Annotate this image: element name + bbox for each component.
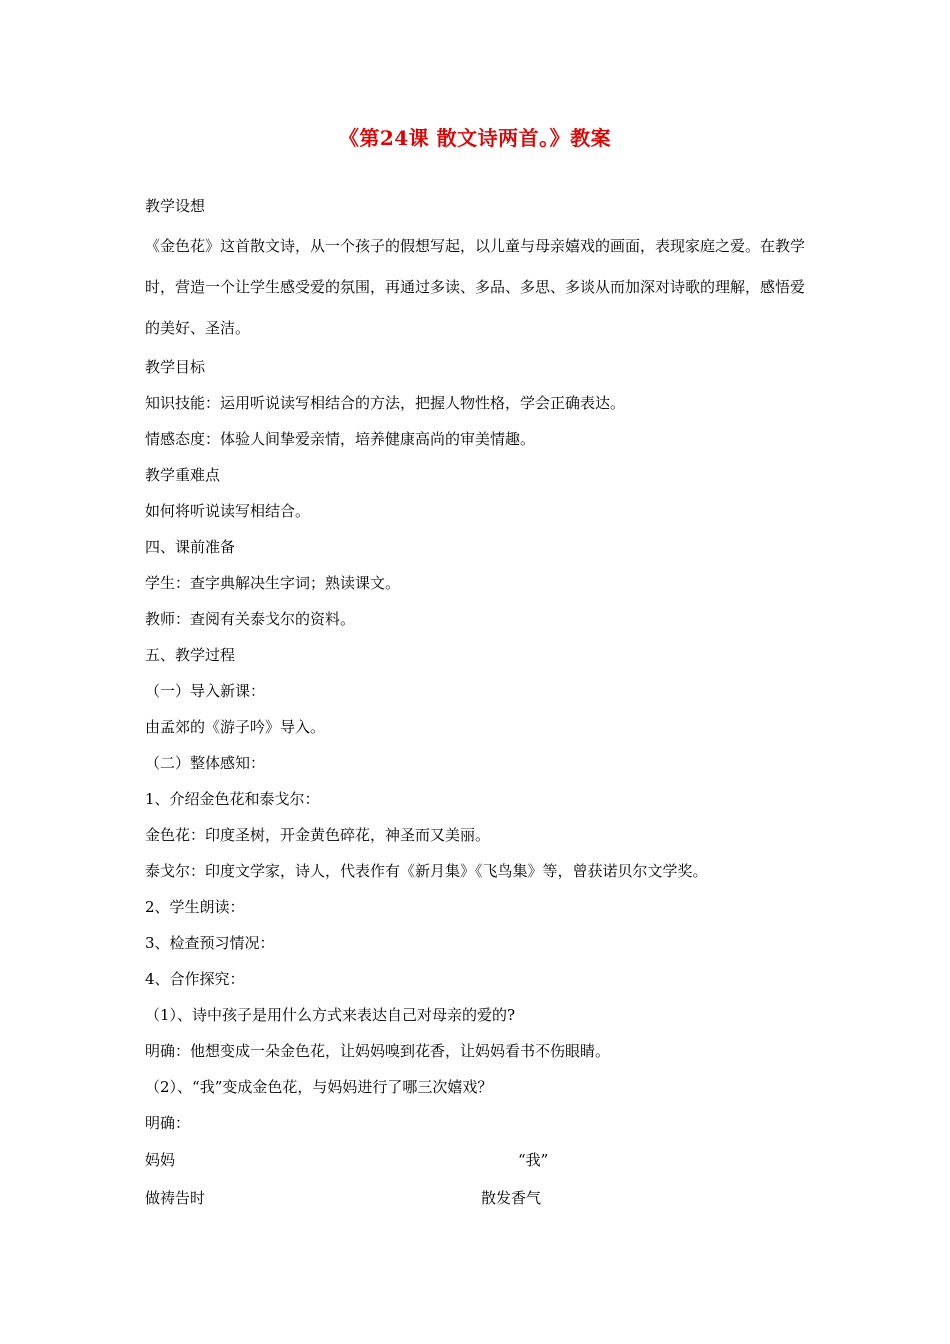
subsection-heading: （一）导入新课： [145,682,266,700]
answer: 明确：他想变成一朵金色花，让妈妈嗅到花香，让妈妈看书不伤眼睛。 [145,1042,611,1060]
row-left: 做祷告时 [145,1189,206,1207]
section-heading: 五、教学过程 [145,646,236,664]
header-left: 妈妈 [145,1151,176,1169]
section-heading: 教学设想 [145,197,206,215]
document-body [145,188,815,1217]
paragraph: 情感态度：体验人间挚爱亲情，培养健康高尚的审美情趣。 [145,430,536,448]
section-heading: 教学目标 [145,358,206,376]
list-item: 2、学生朗读： [145,898,245,916]
subsection-heading: （二）整体感知： [145,754,266,772]
intro-paragraph: 《金色花》这首散文诗，从一个孩子的假想写起，以儿童与母亲嬉戏的画面，表现家庭之爱。在教学时，营造一个让学生感受爱的氛围，再通过多读、多品、多思、多谈从而加深对诗歌的理解，感悟爱的美好、圣洁。 [145,237,806,337]
list-item: 1、介绍金色花和泰戈尔： [145,790,320,808]
comparison-header-row [145,1141,815,1179]
list-item: 4、合作探究： [145,970,245,988]
paragraph: 金色花：印度圣树，开金黄色碎花，神圣而又美丽。 [145,826,491,844]
question: （2）、“我”变成金色花，与妈妈进行了哪三次嬉戏？ [145,1078,493,1096]
question: （1）、诗中孩子是用什么方式来表达自己对母亲的爱的? [145,1006,516,1024]
paragraph: 如何将听说读写相结合。 [145,502,311,520]
paragraph: 泰戈尔：印度文学家，诗人，代表作有《新月集》《飞鸟集》等，曾获诺贝尔文学奖。 [145,862,708,880]
row-right: 散发香气 [481,1189,542,1207]
answer: 明确： [145,1114,191,1132]
header-right: “我” [518,1151,549,1169]
comparison-row [145,1179,815,1217]
document-title: 《第24课 散文诗两首。》教案 [338,126,612,150]
section-heading: 四、课前准备 [145,538,236,556]
section-heading: 教学重难点 [145,466,221,484]
paragraph: 教师：查阅有关泰戈尔的资料。 [145,610,356,628]
paragraph: 学生：查字典解决生字词；熟读课文。 [145,574,401,592]
list-item: 3、检查预习情况： [145,934,275,952]
paragraph: 知识技能：运用听说读写相结合的方法，把握人物性格，学会正确表达。 [145,394,626,412]
paragraph: 由孟郊的《游子吟》导入。 [145,718,326,736]
